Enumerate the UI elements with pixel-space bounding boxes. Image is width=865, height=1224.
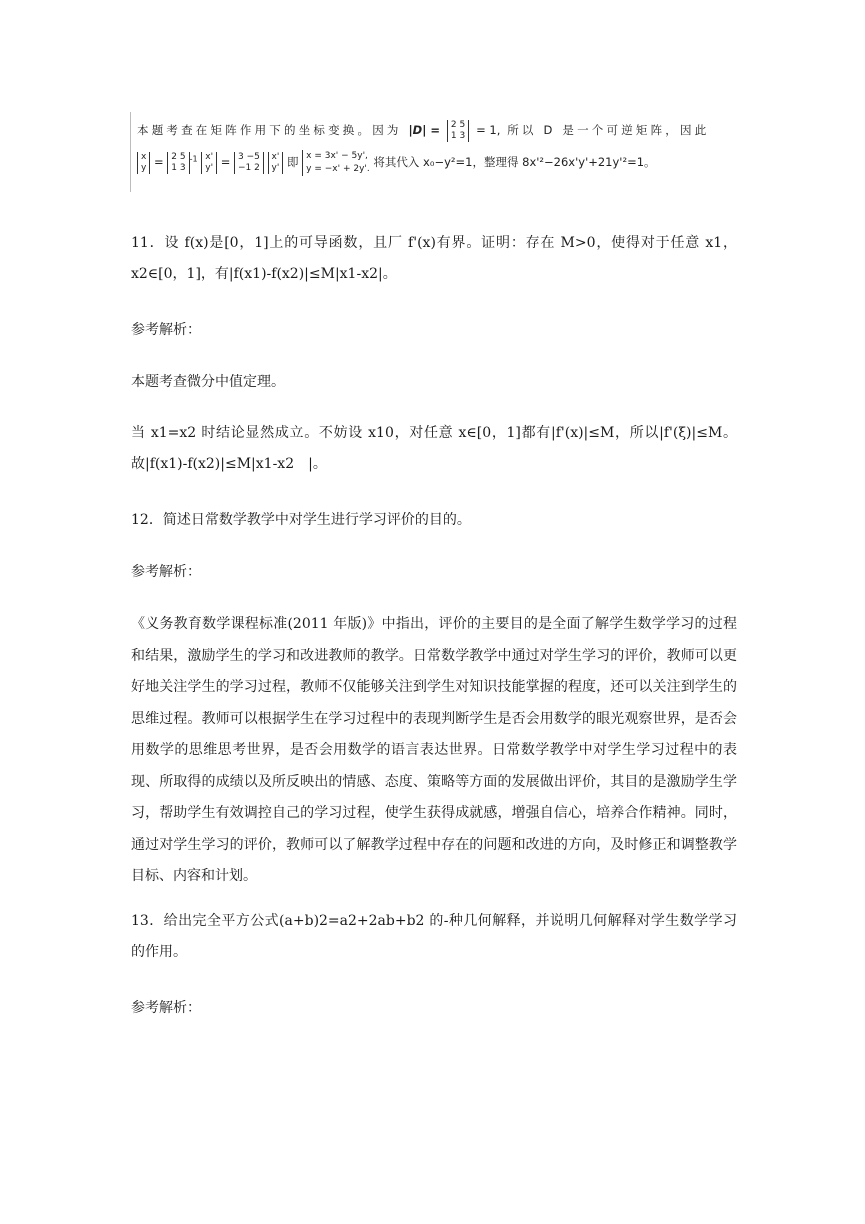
answer-11-line-2: 当 x1=x2 时结论显然成立。不妨设 x10，对任意 x∈[0，1]都有|f'(x)|≤M，所以|f'(ξ)|≤M。故|f(x1)-f(x2)|≤M|x1-x2 |。 [131,425,737,472]
formula-text: 本题考查在矩阵作用下的坐标变换。因为 [137,123,402,138]
vector-xy-prime-2 [268,152,284,174]
answer-11-label: 参考解析： [131,322,201,338]
matrix-a [167,152,189,174]
question-12: 12．简述日常数学教学中对学生进行学习评价的目的。 [131,512,471,528]
answer-12-body: 《义务教育数学课程标准(2011 年版)》中指出，评价的主要目的是全面了解学生数学学习的过程和结果，激励学生的学习和改进教师的教学。日常数学教学中通过对学生学习的评价，教师可以更好地关注学生的学习过程，教师不仅能够关注到学生对知识技能掌握的程度，还可以关注到学生的思维过程。教师可以根据学生在学习过程中的表现判断学生是否会用数学的眼光观察世界，是否会用数学的思维思考世界，是否会用数学的语言表达世界。日常数学教学中对学生学习过程中的表现、所取得的成绩以及所反映出的情感、态度、策略等方面的发展做出评价，其目的是激励学生学习，帮助学生有效调控自己的学习过程，使学生获得成就感，增强自信心，培养合作精神。同时，通过对学生学习的评价，教师可以了解教学过程中存在的问题和改进的方向，及时修正和调整教学目标、内容和计划。 [131,616,737,884]
answer-13-label: 参考解析： [131,1000,201,1016]
equals-sign: = [153,155,164,170]
formula-text: 将其代入 x₀−y²=1，整理得 8x'²−26x'y'+21y'²=1。 [373,155,656,170]
matrix-row: y' [271,163,280,173]
vector-xy-prime [201,152,217,174]
matrix-row: x [141,152,147,162]
inverse-exponent: -1 [189,154,198,164]
determinant-label: |D| = [408,123,441,138]
question-13: 13．给出完全平方公式(a+b)2=a2+2ab+b2 的-种几何解释，并说明几何解释对学生数学学习的作用。 [131,913,737,960]
determinant-value: = 1, [476,123,501,138]
formula-image [130,112,741,192]
matrix-row: y' [205,163,214,173]
formula-line-2 [137,150,656,176]
formula-text: 即 [287,155,299,170]
system-line: x = 3x' − 5y', [306,151,368,161]
matrix-row: 1 3 [171,163,186,173]
equation-system [302,150,370,176]
vector-xy [137,152,150,174]
question-11: 11．设 f(x)是[0，1]上的可导函数，且厂 f'(x)有界。证明：存在 M>0，使得对于任意 x1，x2∈[0，1]，有|f(x1)-f(x2)|≤M|x1-x2|。 [131,235,737,282]
determinant-matrix [447,120,469,142]
answer-12-label: 参考解析： [131,564,201,580]
matrix-row: x' [271,152,280,162]
matrix-row: 2 5 [450,120,466,130]
answer-11-line-1: 本题考查微分中值定理。 [131,374,285,390]
formula-line-1 [137,120,709,142]
matrix-b [234,152,264,174]
matrix-row: 2 5 [171,152,186,162]
equals-sign: = [220,155,231,170]
formula-text: 所以 D 是一个可逆矩阵，因此 [507,123,710,138]
matrix-row: y [141,163,147,173]
matrix-row: 3 −5 [238,152,260,162]
system-line: y = −x' + 2y'. [306,164,370,174]
matrix-row: x' [205,152,214,162]
matrix-row: −1 2 [238,163,260,173]
matrix-row: 1 3 [450,131,466,141]
